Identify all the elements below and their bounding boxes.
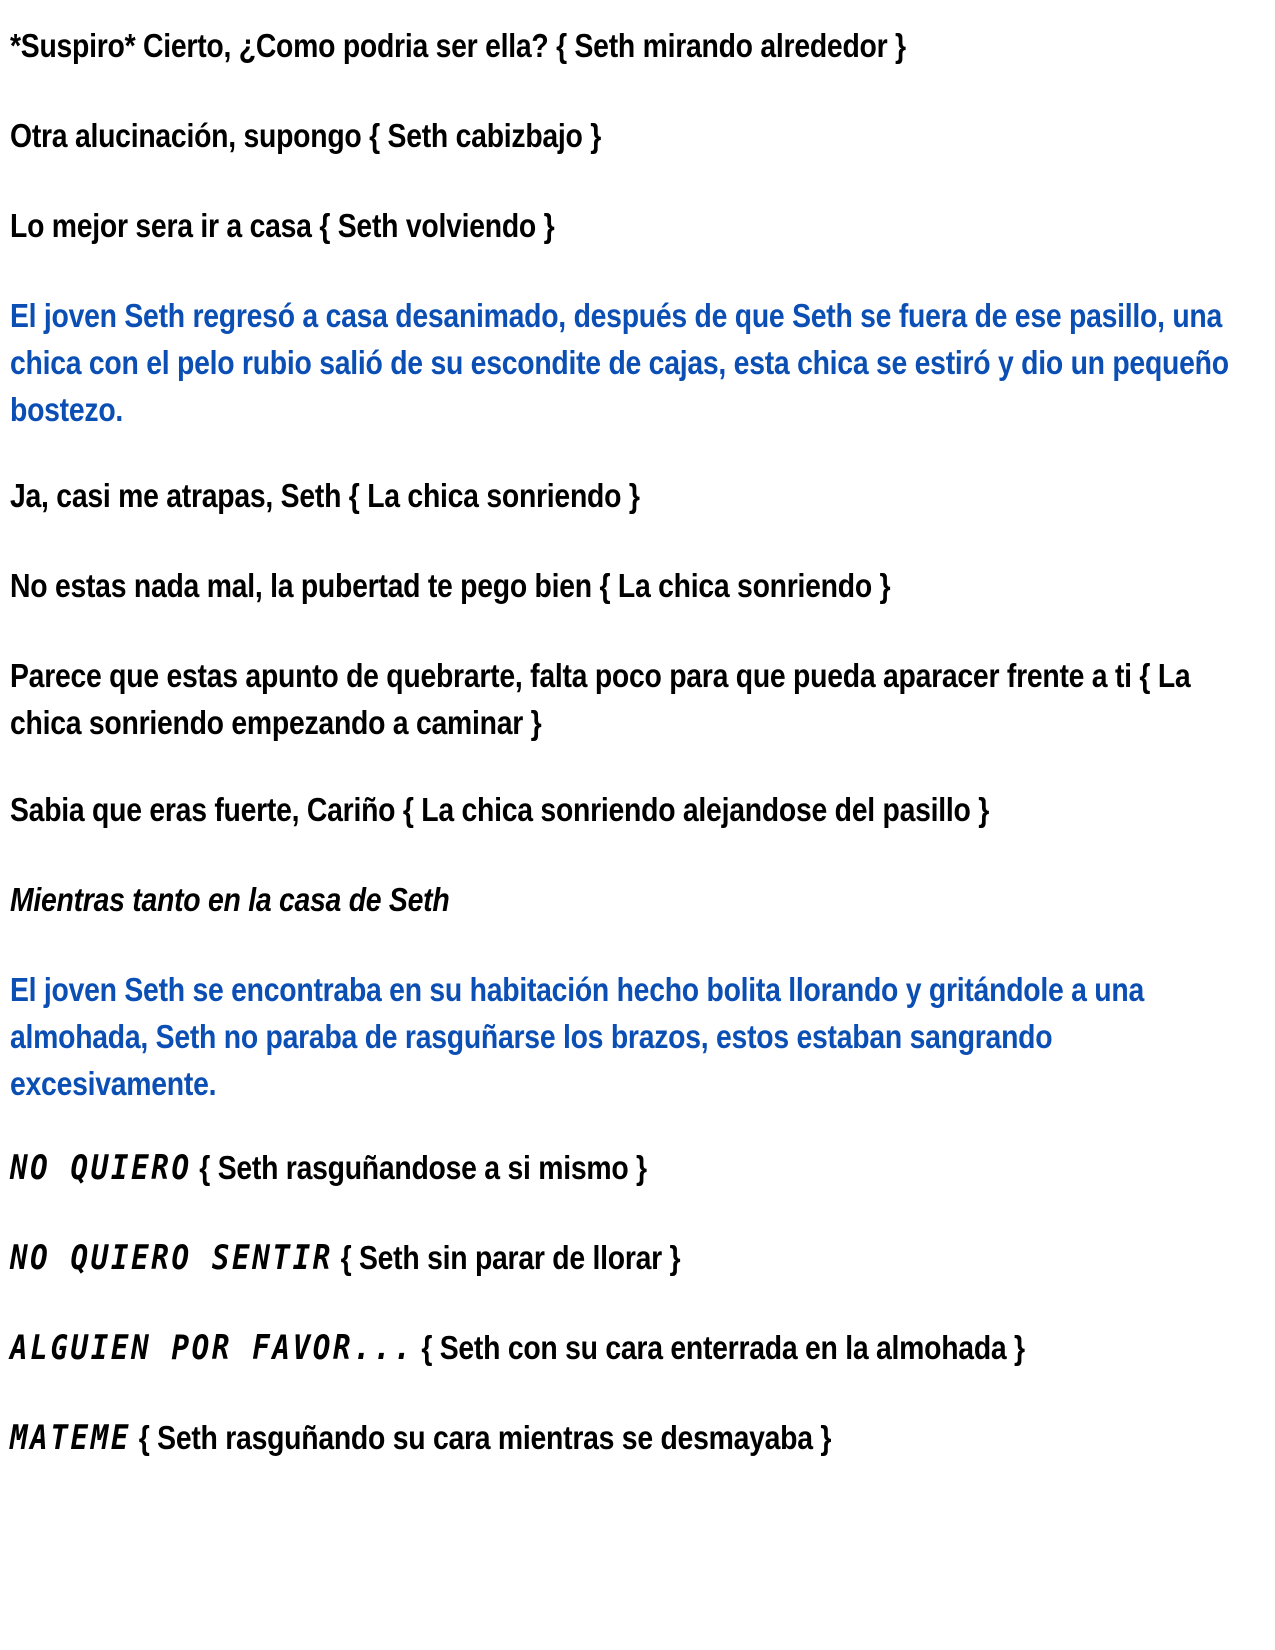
stage-direction: { Seth rasguñando su cara mientras se desmayaba } bbox=[138, 1419, 832, 1456]
dialogue-line-5 bbox=[10, 562, 1089, 609]
stage-direction: { Seth mirando alrededor } bbox=[556, 27, 906, 64]
speech-text: *Suspiro* Cierto, ¿Como podria ser ella? bbox=[10, 27, 549, 64]
stage-direction: { La chica sonriendo empezando a caminar } bbox=[10, 657, 1191, 741]
scrawl-line-2 bbox=[10, 1234, 1089, 1282]
stage-direction: { Seth cabizbajo } bbox=[369, 117, 602, 154]
stage-direction: { La chica sonriendo } bbox=[599, 567, 891, 604]
speech-text: Lo mejor sera ir a casa bbox=[10, 207, 312, 244]
speech-text: No estas nada mal, la pubertad te pego bien bbox=[10, 567, 592, 604]
stage-direction: { La chica sonriendo } bbox=[348, 477, 640, 514]
scrawled-text: MATEME bbox=[10, 1418, 132, 1458]
dialogue-line-3 bbox=[10, 202, 1089, 249]
dialogue-line-7 bbox=[10, 786, 1089, 833]
dialogue-line-2 bbox=[10, 112, 1089, 159]
dialogue-line-6 bbox=[10, 652, 1248, 746]
scrawled-text: NO QUIERO bbox=[10, 1148, 192, 1188]
speech-text: Ja, casi me atrapas, Seth bbox=[10, 477, 342, 514]
scrawl-line-1 bbox=[10, 1144, 1089, 1192]
dialogue-line-1 bbox=[10, 22, 1089, 69]
scrawl-line-4 bbox=[10, 1414, 1089, 1462]
scene-heading: Mientras tanto en la casa de Seth bbox=[10, 881, 450, 918]
stage-direction: { Seth rasguñandose a si mismo } bbox=[199, 1149, 647, 1186]
stage-direction: { Seth volviendo } bbox=[319, 207, 555, 244]
dialogue-line-4 bbox=[10, 472, 1089, 519]
speech-text: Sabia que eras fuerte, Cariño bbox=[10, 791, 396, 828]
narration-paragraph-1: El joven Seth regresó a casa desanimado, después de que Seth se fuera de ese pasillo, una chica con el pelo rubio salió de su escondite de cajas, esta chica se estiró y dio un pequeño bostezo. bbox=[10, 297, 1229, 428]
scrawl-line-3 bbox=[10, 1324, 1089, 1372]
narration-paragraph-2: El joven Seth se encontraba en su habitación hecho bolita llorando y gritándole a una almohada, Seth no paraba de rasguñarse los brazos, estos estaban sangrando excesivamente. bbox=[10, 971, 1144, 1102]
speech-text: Parece que estas apunto de quebrarte, falta poco para que pueda aparacer frente a ti bbox=[10, 657, 1132, 694]
scrawled-text: NO QUIERO SENTIR bbox=[10, 1238, 333, 1278]
stage-direction: { Seth con su cara enterrada en la almohada } bbox=[421, 1329, 1025, 1366]
scrawled-text: ALGUIEN POR FAVOR... bbox=[10, 1328, 414, 1368]
stage-direction: { La chica sonriendo alejandose del pasillo } bbox=[402, 791, 990, 828]
speech-text: Otra alucinación, supongo bbox=[10, 117, 362, 154]
stage-direction: { Seth sin parar de llorar } bbox=[340, 1239, 681, 1276]
